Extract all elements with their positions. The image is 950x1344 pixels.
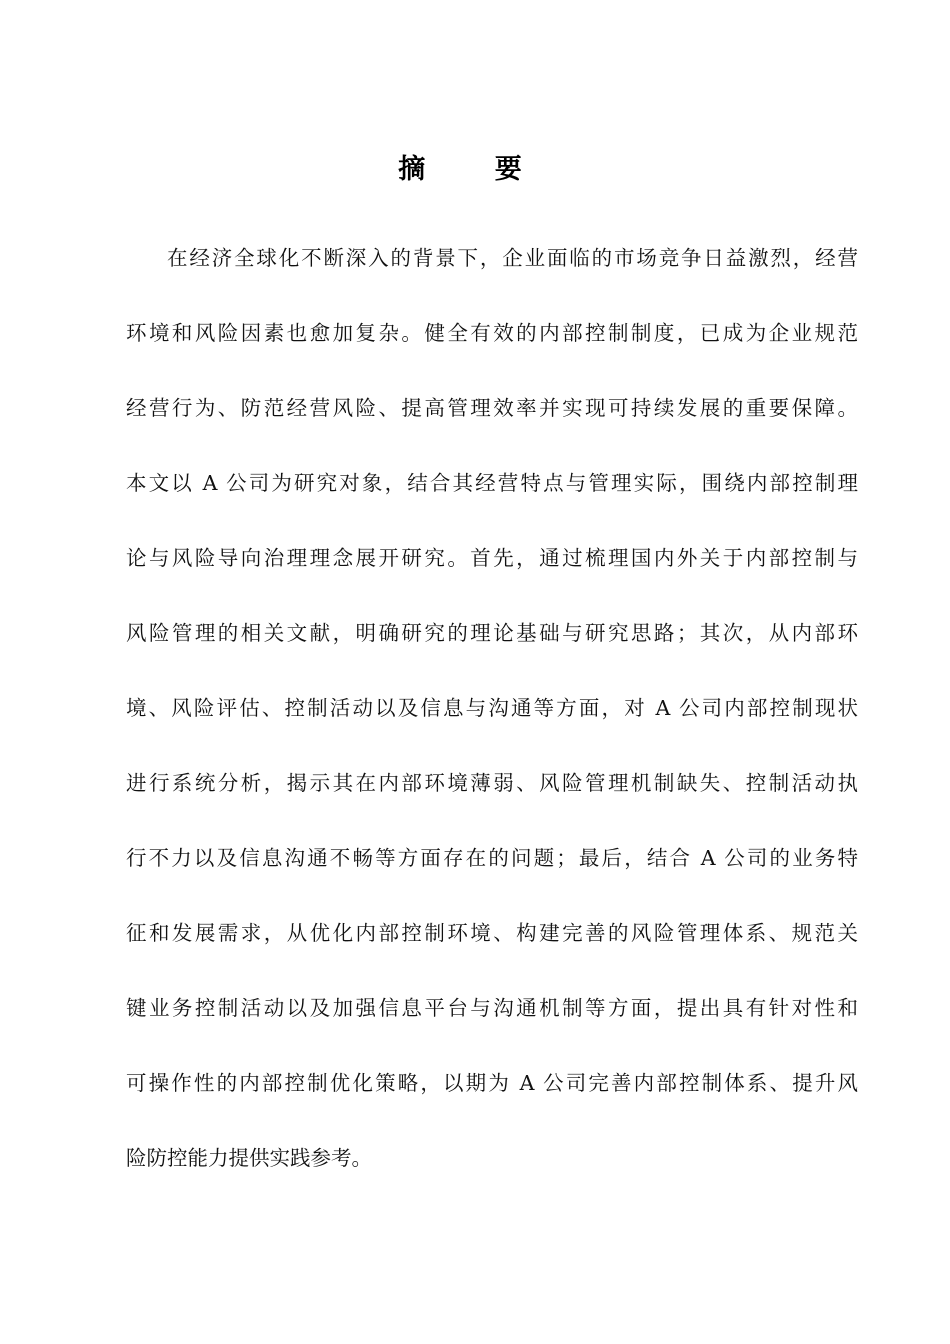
paragraph-line: 境、风险评估、控制活动以及信息与沟通等方面，对 A 公司内部控制现状 [126,696,858,720]
paragraph-line: 经营行为、防范经营风险、提高管理效率并实现可持续发展的重要保障。 [126,396,858,420]
paragraph-line: 风险管理的相关文献，明确研究的理论基础与研究思路；其次，从内部环 [126,621,858,645]
paragraph-line: 行不力以及信息沟通不畅等方面存在的问题；最后，结合 A 公司的业务特 [126,846,858,870]
paragraph-line: 环境和风险因素也愈加复杂。健全有效的内部控制制度，已成为企业规范 [126,321,858,345]
paragraph-line: 本文以 A 公司为研究对象，结合其经营特点与管理实际，围绕内部控制理 [126,471,858,495]
paragraph-line: 进行系统分析，揭示其在内部环境薄弱、风险管理机制缺失、控制活动执 [126,771,858,795]
paragraph-line: 论与风险导向治理理念展开研究。首先，通过梳理国内外关于内部控制与 [126,546,858,570]
paragraph-line: 键业务控制活动以及加强信息平台与沟通机制等方面，提出具有针对性和 [126,996,858,1020]
paragraph-line: 征和发展需求，从优化内部控制环境、构建完善的风险管理体系、规范关 [126,921,858,945]
paragraph-line: 可操作性的内部控制优化策略，以期为 A 公司完善内部控制体系、提升风 [126,1071,858,1095]
paragraph-line: 险防控能力提供实践参考。 [126,1146,372,1170]
abstract-title: 摘 要 [398,154,552,185]
paragraph-line: 在经济全球化不断深入的背景下，企业面临的市场竞争日益激烈，经营 [167,246,858,270]
